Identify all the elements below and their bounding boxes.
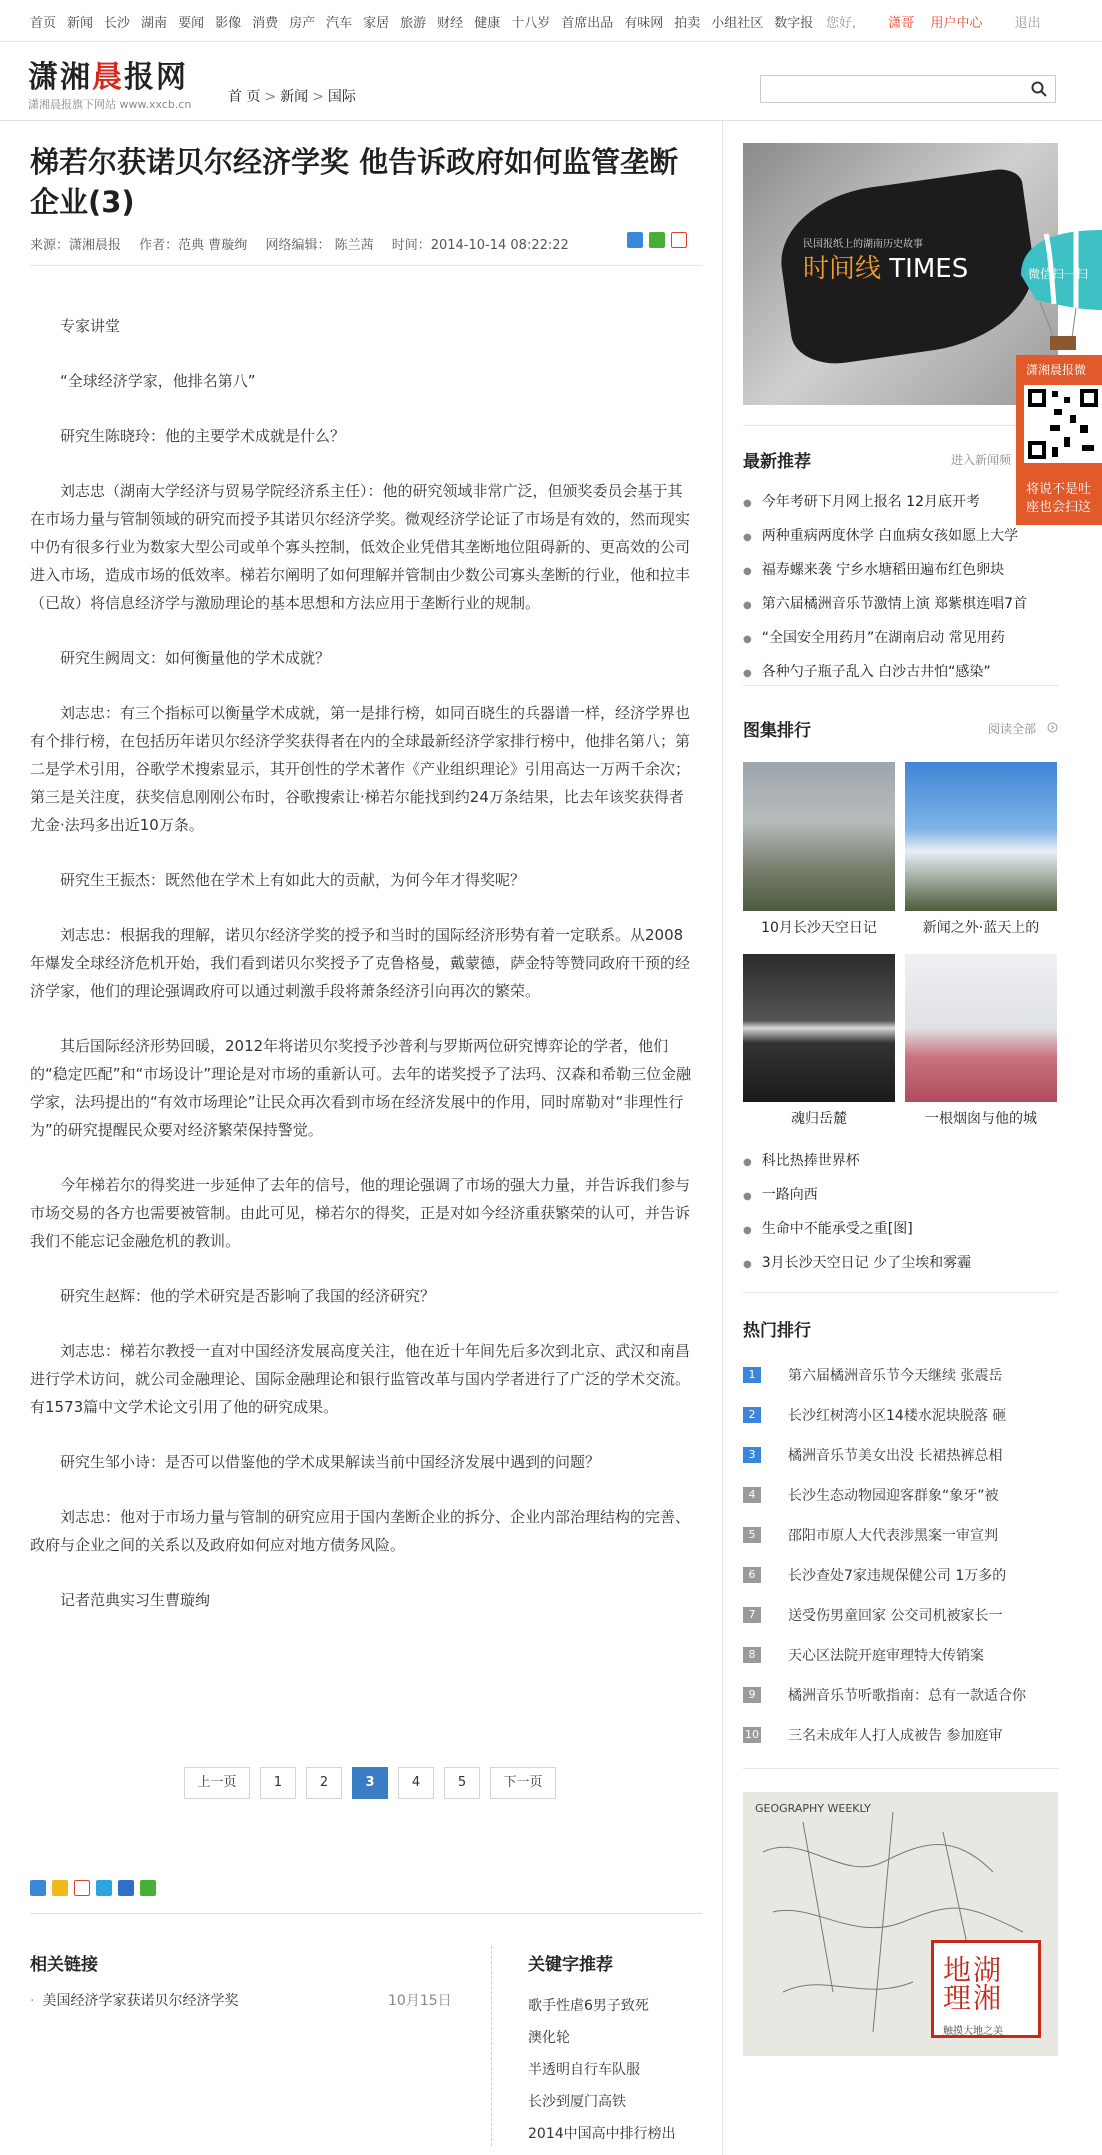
top-nav-link[interactable]: 数字报 bbox=[774, 16, 814, 31]
top-nav-link[interactable]: 首页 bbox=[30, 16, 57, 31]
top-nav-link[interactable]: 房产 bbox=[289, 16, 316, 31]
top-nav-link[interactable]: 拍卖 bbox=[674, 16, 701, 31]
hot-item[interactable] bbox=[743, 1675, 1061, 1715]
hot-item[interactable] bbox=[743, 1395, 1061, 1435]
article-paragraph: 记者范典实习生曹璇绚 bbox=[60, 1591, 211, 1609]
hot-list bbox=[743, 1355, 1061, 1755]
top-nav-links bbox=[30, 12, 824, 31]
weibo-icon[interactable] bbox=[74, 1880, 90, 1896]
gallery-photo-3[interactable] bbox=[743, 954, 895, 1102]
bullet-icon: ● bbox=[743, 1157, 752, 1168]
latest-list bbox=[743, 486, 1059, 690]
hot-item[interactable] bbox=[743, 1715, 1061, 1755]
gallery-photo-1[interactable] bbox=[743, 762, 895, 911]
logo-subtitle: 潇湘晨报旗下网站 www.xxcb.cn bbox=[28, 98, 192, 111]
site-logo[interactable] bbox=[28, 52, 228, 111]
map-subtitle: 触摸大地之美 bbox=[943, 2026, 1003, 2037]
logo-text-a: 潇湘 bbox=[28, 60, 92, 95]
latest-more-link[interactable]: 进入新闻频 bbox=[951, 453, 1012, 467]
rank-badge: 4 bbox=[743, 1487, 761, 1503]
bullet-icon: ● bbox=[743, 668, 752, 679]
gallery-caption-1[interactable]: 10月长沙天空日记 bbox=[761, 920, 877, 936]
article-paragraph: 研究生邹小诗：是否可以借鉴他的学术成果解读当前中国经济发展中遇到的问题？ bbox=[60, 1453, 601, 1471]
article-paragraph: “全球经济学家，他排名第八” bbox=[60, 372, 256, 390]
article-paragraph: 刘志忠（湖南大学经济与贸易学院经济系主任）：他的研究领域非常广泛，但颁奖委员会基于其在市场力量与管制领域的研究而授予其诺贝尔经济学奖。微观经济学论证了市场是有效的，然而现实中仍有很多行业为数家大型公司或单个寡头控制，低效企业凭借其垄断地位阻碍新的、更高效的公司进入市场，造成市场的低效率。梯若尔阐明了如何理解并管制由少数公司寡头垄断的行业，他和拉丰（已故）将信息经济学与激励理论的基本思想和方法应用于垄断行业的规制。 bbox=[30, 482, 691, 612]
article-paragraph: 刘志忠：他对于市场力量与管制的研究应用于国内垄断企业的拆分、企业内部治理结构的完善、政府与企业之间的关系以及政府如何应对地方债务风险。 bbox=[30, 1508, 691, 1554]
keywords-title: 关键字推荐 bbox=[528, 1955, 613, 1975]
greeting: 您好, bbox=[826, 16, 857, 31]
timeline-banner[interactable] bbox=[743, 143, 1058, 405]
top-nav-link[interactable]: 消费 bbox=[252, 16, 279, 31]
list-item[interactable] bbox=[743, 1247, 971, 1281]
article-paragraph: 研究生阙周文：如何衡量他的学术成就？ bbox=[60, 649, 331, 667]
balloon-text: 微信扫一扫 bbox=[1028, 267, 1089, 281]
article-divider bbox=[30, 265, 702, 266]
list-item-label: 第六届橘洲音乐节激情上演 郑紫棋连唱7首 bbox=[761, 596, 1028, 612]
qr-code-icon bbox=[1024, 385, 1102, 463]
bullet-icon: ● bbox=[743, 634, 752, 645]
article-paragraph: 刘志忠：梯若尔教授一直对中国经济发展高度关注，他在近十年间先后多次到北京、武汉和南昌进行学术访问，就公司金融理论、国际金融理论和银行监管改革与国内学者进行了广泛的学术交流。有1573篇中文学术论文引用了他的研究成果。 bbox=[30, 1342, 691, 1416]
article-body bbox=[30, 312, 692, 1641]
hot-item-label: 橘洲音乐节听歌指南：总有一款适合你 bbox=[788, 1688, 1026, 1704]
arrow-circle-icon[interactable] bbox=[1047, 722, 1058, 733]
rank-badge: 5 bbox=[743, 1527, 761, 1543]
top-nav bbox=[0, 0, 1102, 42]
hot-title: 热门排行 bbox=[743, 1321, 811, 1341]
bullet-icon: ● bbox=[743, 498, 752, 509]
bullet-icon: ● bbox=[743, 1191, 752, 1202]
next-page-button[interactable]: 下一页 bbox=[490, 1767, 556, 1799]
rank-badge: 6 bbox=[743, 1567, 761, 1583]
breadcrumb-home[interactable]: 首 页 bbox=[228, 89, 261, 105]
rank-badge: 9 bbox=[743, 1687, 761, 1703]
gallery-caption-2[interactable]: 新闻之外·蓝天上的 bbox=[922, 920, 1040, 936]
article-title: 梯若尔获诺贝尔经济学奖 他告诉政府如何监管垄断企业(3) bbox=[30, 145, 679, 219]
list-item[interactable] bbox=[743, 554, 1059, 588]
list-item-label: 生命中不能承受之重[图] bbox=[761, 1221, 913, 1237]
rank-badge: 3 bbox=[743, 1447, 761, 1463]
top-nav-link[interactable]: 财经 bbox=[437, 16, 464, 31]
related-title: 相关链接 bbox=[30, 1955, 98, 1975]
section-divider bbox=[743, 1768, 1058, 1769]
list-item[interactable] bbox=[743, 486, 1059, 520]
list-item[interactable] bbox=[743, 1179, 971, 1213]
share-plus-icon[interactable] bbox=[30, 1880, 46, 1896]
related-date: 10月15日 bbox=[388, 1993, 452, 2009]
qr-pattern bbox=[1024, 385, 1102, 463]
list-item[interactable] bbox=[743, 1213, 971, 1247]
top-nav-link[interactable]: 新闻 bbox=[67, 16, 94, 31]
latest-title: 最新推荐 bbox=[743, 452, 811, 472]
tencent-weibo-icon[interactable] bbox=[96, 1880, 112, 1896]
column-divider bbox=[722, 120, 723, 2155]
bullet-icon: · bbox=[30, 1993, 35, 2009]
hot-item[interactable] bbox=[743, 1435, 1061, 1475]
top-nav-link[interactable]: 小组社区 bbox=[711, 16, 764, 31]
section-divider bbox=[743, 685, 1058, 686]
article-paragraph: 今年梯若尔的得奖进一步延伸了去年的信号，他的理论强调了市场的强大力量，并告诉我们参与市场交易的各方也需要被管制。由此可见，梯若尔的得奖，正是对如今经济重获繁荣的认可，并告诉我们不能忘记金融危机的教训。 bbox=[30, 1176, 691, 1250]
article-paragraph: 专家讲堂 bbox=[60, 317, 121, 335]
breadcrumb-sep: > bbox=[312, 89, 324, 105]
bullet-icon: ● bbox=[743, 566, 752, 577]
qr-title: 潇湘晨报微 bbox=[1026, 363, 1087, 377]
hot-item-label: 送受伤男童回家 公交司机被家长一 bbox=[788, 1608, 1003, 1624]
keyword-link[interactable]: 长沙到厦门高铁 bbox=[528, 2094, 626, 2110]
top-nav-link[interactable]: 长沙 bbox=[104, 16, 131, 31]
balloon-icon bbox=[1016, 230, 1102, 350]
prev-page-button[interactable]: 上一页 bbox=[184, 1767, 250, 1799]
hot-item-label: 橘洲音乐节美女出没 长裙热裤总相 bbox=[788, 1448, 1003, 1464]
top-nav-link[interactable]: 健康 bbox=[474, 16, 501, 31]
bullet-icon: ● bbox=[743, 1225, 752, 1236]
wechat-icon[interactable] bbox=[649, 232, 665, 248]
pagination bbox=[184, 1767, 556, 1799]
top-nav-link[interactable]: 影像 bbox=[215, 16, 242, 31]
dashed-divider bbox=[491, 1946, 492, 2146]
hot-item[interactable] bbox=[743, 1355, 1061, 1395]
top-nav-link[interactable]: 旅游 bbox=[400, 16, 427, 31]
list-item-label: 3月长沙天空日记 少了尘埃和雾霾 bbox=[761, 1255, 972, 1271]
page-2-button[interactable]: 2 bbox=[306, 1767, 342, 1799]
top-nav-link[interactable]: 汽车 bbox=[326, 16, 353, 31]
meta-source: 来源：潇湘晨报 bbox=[30, 238, 122, 253]
breadcrumb-intl[interactable]: 国际 bbox=[327, 89, 356, 105]
qr-caption-line2: 座也会扫这 bbox=[1026, 500, 1092, 515]
gallery-more-link[interactable]: 阅读全部 bbox=[988, 722, 1037, 736]
rank-badge: 7 bbox=[743, 1607, 761, 1623]
user-center-link[interactable]: 用户中心 bbox=[930, 16, 983, 31]
hot-item[interactable] bbox=[743, 1475, 1061, 1515]
hot-item[interactable] bbox=[743, 1635, 1061, 1675]
top-nav-link[interactable]: 家居 bbox=[363, 16, 390, 31]
wechat-balloon[interactable] bbox=[1016, 230, 1102, 350]
gallery-photo-2[interactable] bbox=[905, 762, 1057, 911]
top-nav-link[interactable]: 首席出品 bbox=[561, 16, 614, 31]
header-divider bbox=[0, 120, 1102, 121]
hot-item[interactable] bbox=[743, 1515, 1061, 1555]
list-item[interactable] bbox=[743, 520, 1059, 554]
search-input[interactable] bbox=[760, 75, 1056, 103]
qr-caption-line1: 将说不是吐 bbox=[1026, 482, 1092, 497]
page-5-button[interactable]: 5 bbox=[444, 1767, 480, 1799]
article-paragraph: 研究生王振杰：既然他在学术上有如此大的贡献，为何今年才得奖呢？ bbox=[60, 871, 526, 889]
map-title: GEOGRAPHY WEEKLY bbox=[755, 1802, 871, 1815]
rank-badge: 10 bbox=[745, 1728, 759, 1741]
meta-editor: 网络编辑： 陈兰茜 bbox=[265, 238, 374, 253]
list-item[interactable] bbox=[743, 588, 1059, 622]
article-meta bbox=[30, 234, 583, 253]
page-3-button[interactable]: 3 bbox=[352, 1767, 388, 1799]
breadcrumb-sep: > bbox=[264, 89, 277, 105]
list-item-label: 各种勺子瓶子乱入 白沙古井怕“感染” bbox=[761, 664, 991, 680]
renren-icon[interactable] bbox=[118, 1880, 134, 1896]
rank-badge: 8 bbox=[743, 1647, 761, 1663]
meta-author: 作者：范典 曹璇绚 bbox=[139, 238, 248, 253]
section-divider bbox=[743, 425, 1058, 426]
hot-item-label: 长沙红树湾小区14楼水泥块脱落 砸 bbox=[788, 1408, 1007, 1424]
top-nav-link[interactable]: 湖南 bbox=[141, 16, 168, 31]
weibo-icon[interactable] bbox=[671, 232, 687, 248]
breadcrumb-news[interactable]: 新闻 bbox=[280, 89, 309, 105]
list-item[interactable] bbox=[743, 622, 1059, 656]
bullet-icon: ● bbox=[743, 532, 752, 543]
section-divider bbox=[743, 1292, 1058, 1293]
hot-item-label: 第六届橘洲音乐节今天继续 张震岳 bbox=[788, 1368, 1003, 1384]
rank-badge: 1 bbox=[743, 1367, 761, 1383]
hot-item-label: 长沙生态动物园迎客群象“象牙”被 bbox=[788, 1488, 999, 1504]
wechat-icon[interactable] bbox=[140, 1880, 156, 1896]
list-item-label: 福寿螺来袭 宁乡水塘稻田遍布红色卵块 bbox=[761, 562, 1005, 578]
footer-divider bbox=[30, 1913, 702, 1914]
related-item[interactable] bbox=[30, 1990, 450, 2010]
hot-item-label: 天心区法院开庭审理特大传销案 bbox=[788, 1648, 984, 1664]
banner-title bbox=[803, 248, 968, 285]
article-paragraph: 研究生陈晓玲：他的主要学术成就是什么？ bbox=[60, 427, 346, 445]
list-item-label: 科比热捧世界杯 bbox=[761, 1153, 860, 1169]
keywords-list bbox=[528, 1990, 676, 2150]
hot-item[interactable] bbox=[743, 1555, 1061, 1595]
hot-item-label: 长沙查处7家违规保健公司 1万多的 bbox=[788, 1568, 1007, 1584]
list-item-label: 今年考研下月网上报名 12月底开考 bbox=[761, 494, 980, 510]
qr-panel[interactable] bbox=[1016, 355, 1102, 525]
user-area bbox=[826, 12, 1069, 31]
article-paragraph: 研究生赵辉：他的学术研究是否影响了我国的经济研究？ bbox=[60, 1287, 436, 1305]
article-paragraph: 其后国际经济形势回暖，2012年将诺贝尔奖授予沙普利与罗斯两位研究博弈论的学者，他们的“稳定匹配”和“市场设计”理论是对市场的重新认可。去年的诺奖授予了法玛、汉森和希勒三位金融学家，法玛提出的“有效市场理论”让民众再次看到市场在经济发展中的作用，同时席勒对“非理性行为”的研究提醒民众要对经济繁荣保持警觉。 bbox=[30, 1037, 692, 1139]
page-1-button[interactable]: 1 bbox=[260, 1767, 296, 1799]
search-icon[interactable] bbox=[1031, 81, 1047, 97]
keyword-link[interactable]: 半透明自行车队服 bbox=[528, 2062, 640, 2078]
gallery-title: 图集排行 bbox=[743, 721, 811, 741]
top-nav-link[interactable]: 有味网 bbox=[624, 16, 664, 31]
logout-link[interactable]: 退出 bbox=[1014, 16, 1041, 31]
geography-ad[interactable] bbox=[743, 1792, 1058, 2056]
top-nav-link[interactable]: 十八岁 bbox=[511, 16, 551, 31]
qr-caption bbox=[1026, 481, 1091, 517]
username-link[interactable]: 潇哥 bbox=[888, 16, 915, 31]
gallery-list bbox=[743, 1145, 971, 1281]
bullet-icon: ● bbox=[743, 1259, 752, 1270]
keyword-link[interactable]: 澳化轮 bbox=[528, 2030, 570, 2046]
seal-text: 湖湘地理 bbox=[939, 1955, 1002, 2011]
keyword-link[interactable]: 2014中国高中排行榜出 bbox=[528, 2126, 676, 2142]
gallery-photo-4[interactable] bbox=[905, 954, 1057, 1102]
article-paragraph: 刘志忠：根据我的理解，诺贝尔经济学奖的授予和当时的国际经济形势有着一定联系。从2008年爆发全球经济危机开始，我们看到诺贝尔奖授予了克鲁格曼，戴蒙德，萨金特等赞同政府干预的经济学家，他们的理论强调政府可以通过刺激手段将萧条经济引向再次的繁荣。 bbox=[30, 926, 691, 1000]
bullet-icon: ● bbox=[743, 600, 752, 611]
hot-item-label: 邵阳市原人大代表涉黑案一审宣判 bbox=[788, 1528, 998, 1544]
share-icons-top bbox=[627, 232, 687, 248]
list-item-label: 两种重病两度休学 白血病女孩如愿上大学 bbox=[761, 528, 1019, 544]
hot-item[interactable] bbox=[743, 1595, 1061, 1635]
gallery-caption-3[interactable]: 魂归岳麓 bbox=[791, 1111, 847, 1127]
article-paragraph: 刘志忠：有三个指标可以衡量学术成就，第一是排行榜，如同百晓生的兵器谱一样，经济学界也有个排行榜，在包括历年诺贝尔经济学奖获得者在内的全球最新经济学家排行榜中，他排名第八；第二是学术引用，谷歌学术搜索显示，其开创性的学术著作《产业组织理论》引用高达一万两千余次；第三是关注度，获奖信息刚刚公布时，谷歌搜索让·梯若尔能找到约24万条结果，比去年该奖获得者尤金·法玛多出近10万条。 bbox=[30, 704, 691, 834]
keyword-link[interactable]: 歌手性虐6男子致死 bbox=[528, 1998, 649, 2014]
meta-time: 时间：2014-10-14 08:22:22 bbox=[391, 238, 569, 253]
logo-text-b: 晨 bbox=[92, 60, 124, 95]
banner-title-b: TIMES bbox=[881, 254, 969, 284]
banner-subtitle: 民国报纸上的湖南历史故事 bbox=[803, 239, 923, 250]
list-item-label: “全国安全用药月”在湖南启动 常见用药 bbox=[761, 630, 1005, 646]
top-nav-link[interactable]: 要闻 bbox=[178, 16, 205, 31]
gallery-caption-4[interactable]: 一根烟囱与他的城 bbox=[925, 1111, 1037, 1127]
banner-title-a: 时间线 bbox=[803, 254, 882, 284]
related-link[interactable]: 美国经济学家获诺贝尔经济学奖 bbox=[42, 1993, 239, 2009]
share-plus-icon[interactable] bbox=[627, 232, 643, 248]
rank-badge: 2 bbox=[743, 1407, 761, 1423]
list-item-label: 一路向西 bbox=[761, 1187, 818, 1203]
breadcrumb bbox=[228, 86, 356, 106]
share-icons-bottom bbox=[30, 1880, 156, 1896]
page-4-button[interactable]: 4 bbox=[398, 1767, 434, 1799]
hot-item-label: 三名未成年人打人成被告 参加庭审 bbox=[788, 1728, 1003, 1744]
qzone-icon[interactable] bbox=[52, 1880, 68, 1896]
logo-text-c: 报网 bbox=[124, 60, 188, 95]
list-item[interactable] bbox=[743, 1145, 971, 1179]
